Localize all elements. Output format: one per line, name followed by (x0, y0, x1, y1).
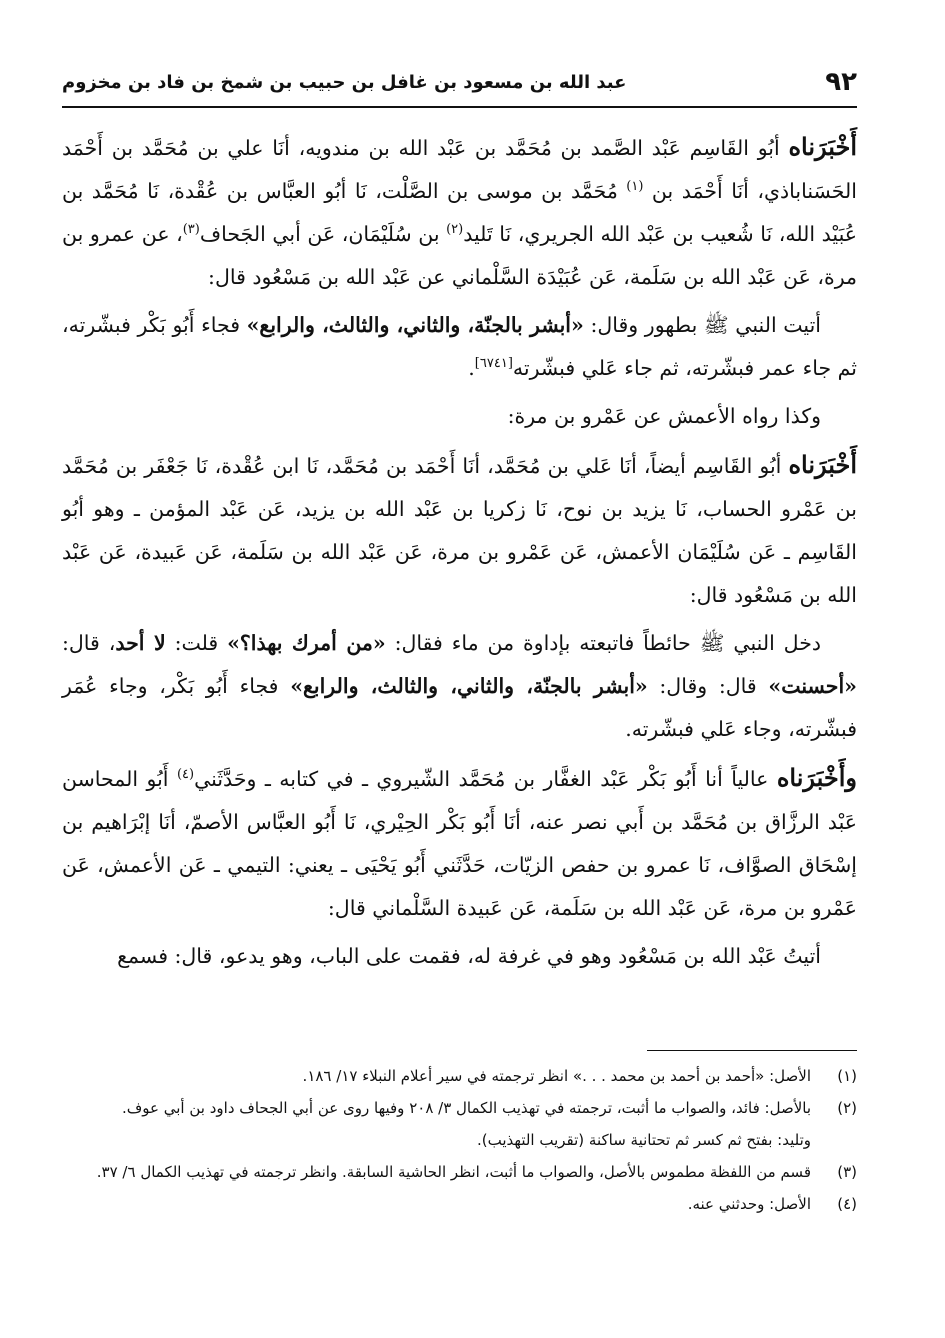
paragraph-note (62, 395, 857, 438)
paragraph-text: دخل النبي ﷺ حائطاً فاتبعته بإداوة من ماء فقال: (385, 631, 821, 655)
hadith-quote: «أبشر بالجنّة، والثاني، والثالث، والرابع» (246, 313, 584, 337)
footnote-text: بالأصل: فائد، والصواب ما أثبت، ترجمته في تهذيب الكمال ٣/ ٢٠٨ وفيها روى عن أبي الجحاف داود بن أبي عوف. (121, 1099, 811, 1117)
hadith-quote: «أبشر بالجنّة، والثاني، والثالث، والرابع» (290, 674, 648, 698)
footnote-number: (٤) (837, 1195, 857, 1213)
paragraph-lead-word: وأَخْبَرَناه (776, 763, 857, 792)
page-header (62, 62, 857, 102)
page-number: ٩٢ (825, 67, 857, 97)
paragraph-matn-3 (62, 935, 857, 978)
footnote-2-continuation: وتليد: بفتح ثم كسر ثم تحتانية ساكنة (تقريب التهذيب). (477, 1131, 811, 1149)
paragraph-text: أتيت النبي ﷺ بطهور وقال: (583, 313, 821, 337)
paragraph-matn-1 (62, 304, 857, 390)
paragraph-text: مُحَمَّد بن موسى بن الصَّلْت، نَا أبُو العبَّاس بن عُقْدة، نَا مُحَمَّد بن عُبَيْد الله، نَا شُعيب بن عَبْد الله الجريري، نَا تَليد (62, 179, 858, 246)
hadith-quote: «أحسنت» (768, 674, 857, 698)
paragraph-text: فجاء أَبُو بَكْر، وجاء عُمَر فبشّرته، وجاء عَلي فبشّرته. (62, 674, 857, 741)
paragraph-text: ، عن عمرو بن مرة، عَن عَبْد الله بن سَلَمة، عَن عُبَيْدَة السَّلْماني عن عَبْد الله بن مَسْعُود قال: (62, 222, 857, 289)
paragraph-isnad-2 (62, 443, 857, 617)
footnote-text: قسم من اللفظة مطموس بالأصل، والصواب ما أثبت، انظر الحاشية السابقة. وانظر ترجمته في تهذيب الكمال ٦/ ٣٧. (96, 1163, 811, 1181)
footnote-2 (62, 1094, 857, 1122)
footnote-4 (62, 1190, 857, 1218)
paragraph-text: أَبُو المحاسن عَبْد الرزَّاق بن مُحَمَّد بن أَبي نصر عنه، أنَا أَبُو بَكْر الحِيْري، نَا أَبُو العبَّاس الأصمّ، أنَا إبْرَاهيم بن إسْحَاق الصوَّاف، نَا عمرو بن حفص الزيّات، حَدَّثَني أَبُو يَحْيَى ـ يعني: التيمي ـ عَن الأعمش، عَن عَمْرو بن مرة، عَن عَبْد الله بن سَلَمة، عَن عَبيدة السَّلْماني قال: (62, 767, 857, 920)
footnote-marker-1[interactable]: (١) (626, 179, 644, 195)
paragraph-text: . (468, 356, 475, 380)
paragraph-isnad-1 (62, 125, 857, 299)
paragraph-text: أتيتُ عَبْد الله بن مَسْعُود وهو في غرفة له، فقمت على الباب، وهو يدعو، قال: فسمع (117, 944, 821, 968)
main-text (62, 125, 857, 983)
footnote-marker-3[interactable]: (٣) (182, 222, 200, 238)
paragraph-text: بن سُلَيْمَان، عَن أبي الجَحاف (199, 222, 447, 246)
hadith-quote: «من أمرك بهذا؟» (227, 631, 386, 655)
footnote-1 (62, 1062, 857, 1090)
footnote-number: (٣) (837, 1163, 857, 1181)
footnote-number: (١) (837, 1067, 857, 1085)
paragraph-text: قلت: (165, 631, 228, 655)
paragraph-text: فجاء أَبُو بَكْر فبشّرته، ثم جاء عمر فبشّرته، ثم جاء عَلي فبشّرته (62, 313, 857, 380)
paragraph-matn-2 (62, 622, 857, 751)
paragraph-text: وكذا رواه الأعمش عن عَمْرو بن مرة: (507, 404, 821, 428)
paragraph-text: قال: وقال: (647, 674, 769, 698)
paragraph-text: أبُو القَاسِم عَبْد الصَّمد بن مُحَمَّد بن عَبْد الله بن مندويه، أنَا علي بن مُحَمَّد بن أَحْمَد الحَسَناباذي، أنَا أَحْمَد بن (62, 136, 857, 203)
footnote-marker-2[interactable]: (٢) (446, 222, 464, 238)
footnote-3 (62, 1158, 857, 1186)
paragraph-text: أبُو القَاسِم أيضاً، أنَا عَلي بن مُحَمَّد، أنَا أَحْمَد بن مُحَمَّد، نَا ابن عُقْدة، نَا جَعْفَر بن مُحَمَّد بن عَمْرو الحساب، نَا يزيد بن نوح، نَا زكريا بن عَبْد الله بن يزيد، عَن عَبْد المؤمن ـ وهو أبُو القَاسِم ـ عَن سُلَيْمَان الأعمش، عَن عَمْرو بن مرة، عَن عَبْد الله بن سَلَمة، عَن عَبيدة، عَن عَبْد الله بن مَسْعُود قال: (62, 454, 857, 607)
paragraph-lead-word: أَخْبَرَناه (788, 450, 857, 479)
footnote-number: (٢) (837, 1099, 857, 1117)
paragraph-lead-word: أَخْبَرَناه (788, 132, 857, 161)
paragraph-isnad-3 (62, 756, 857, 930)
footnote-divider (647, 1050, 857, 1051)
paragraph-text: عالياً أنا أَبُو بَكْر عَبْد الغفَّار بن مُحَمَّد الشّيروي ـ في كتابه ـ وحَدَّثَني (194, 767, 777, 791)
header-divider (62, 106, 857, 108)
footnotes (62, 1062, 857, 1222)
reference-number: [٦٧٤١] (474, 356, 513, 372)
paragraph-text: ، قال: (62, 631, 116, 655)
footnote-text: الأصل: «أحمد بن أحمد بن محمد . . .» انظر ترجمته في سير أعلام النبلاء ١٧/ ١٨٦. (302, 1067, 811, 1085)
hadith-quote: لا أحد (115, 631, 166, 655)
running-title: عبد الله بن مسعود بن غافل بن حبيب بن شمخ بن فاد بن مخزوم (62, 71, 627, 93)
footnote-text: الأصل: وحدثني عنه. (687, 1195, 811, 1213)
footnote-marker-4[interactable]: (٤) (176, 767, 195, 783)
